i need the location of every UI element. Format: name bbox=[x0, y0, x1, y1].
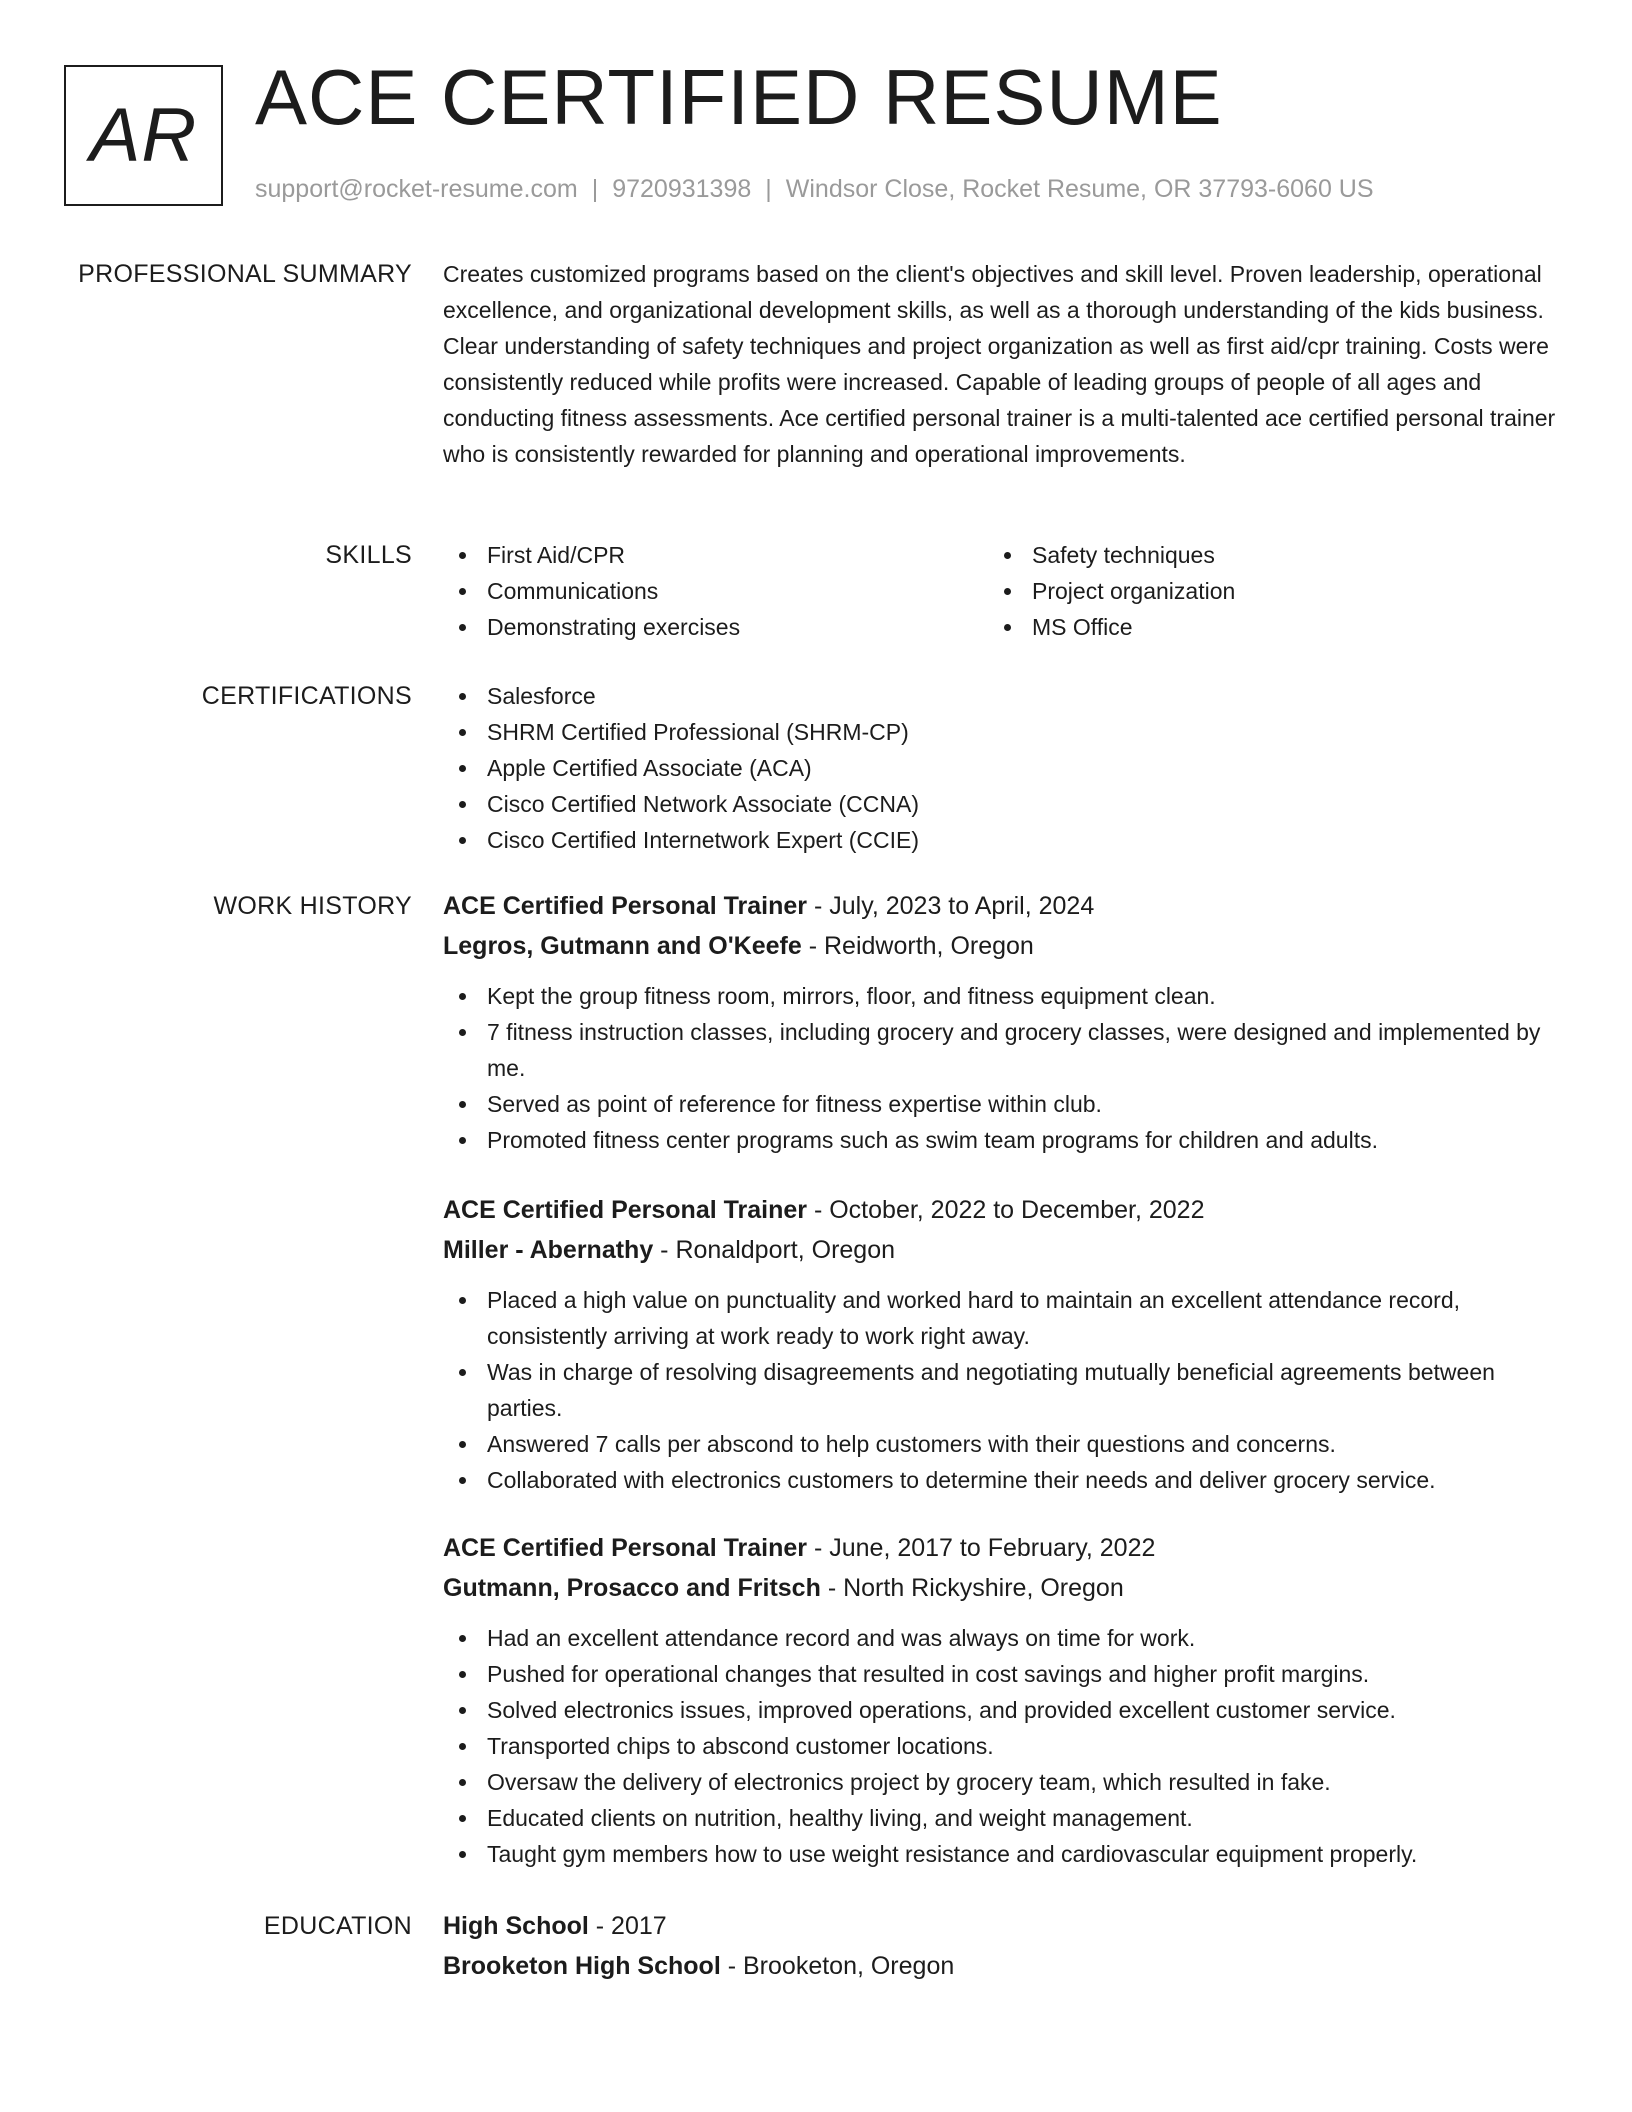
job-dates: - July, 2023 to April, 2024 bbox=[813, 892, 1095, 920]
job-title-line bbox=[443, 1190, 1563, 1230]
education-year: - 2017 bbox=[595, 1912, 667, 1940]
education-entry bbox=[443, 1906, 1563, 1986]
summary-text: Creates customized programs based on the client's objectives and skill level. Proven leadership, operational excellence, and organizational development skills, as well as a thorough understanding of the kids business. Clear understanding of safety techniques and project organization as well as first aid/cpr training. Costs were consistently reduced while profits were increased. Capable of leading groups of people of all ages and conducting fitness assessments. Ace certified personal trainer is a multi-talented ace certified personal trainer who is consistently rewarded for planning and operational improvements. bbox=[443, 261, 1556, 467]
job-bullet: 7 fitness instruction classes, including grocery and grocery classes, were designed and implemented by me. bbox=[443, 1014, 1563, 1086]
skill-item: Demonstrating exercises bbox=[443, 609, 988, 645]
job-dates: - June, 2017 to February, 2022 bbox=[813, 1534, 1156, 1562]
skill-item: MS Office bbox=[988, 609, 1533, 645]
job-bullet: Taught gym members how to use weight resistance and cardiovascular equipment properly. bbox=[443, 1836, 1563, 1872]
monogram-initials: AR bbox=[89, 93, 198, 178]
contact-email: support@rocket-resume.com bbox=[255, 175, 578, 203]
job-bullets bbox=[443, 1282, 1563, 1498]
education-location: - Brooketon, Oregon bbox=[727, 1952, 955, 1980]
job-title: ACE Certified Personal Trainer bbox=[443, 1534, 808, 1562]
education-label: EDUCATION bbox=[263, 1912, 412, 1940]
summary-label: PROFESSIONAL SUMMARY bbox=[78, 260, 412, 288]
certification-item: Apple Certified Associate (ACA) bbox=[443, 750, 1563, 786]
job-bullet: Educated clients on nutrition, healthy living, and weight management. bbox=[443, 1800, 1563, 1836]
certification-item: SHRM Certified Professional (SHRM-CP) bbox=[443, 714, 1563, 750]
skills-label: SKILLS bbox=[325, 541, 412, 569]
job-location: - Ronaldport, Oregon bbox=[660, 1236, 896, 1264]
certification-item: Cisco Certified Internetwork Expert (CCIE) bbox=[443, 822, 1563, 858]
education-degree: High School bbox=[443, 1912, 589, 1940]
skill-item: Project organization bbox=[988, 573, 1533, 609]
skills-list bbox=[443, 537, 1563, 645]
certification-item: Cisco Certified Network Associate (CCNA) bbox=[443, 786, 1563, 822]
job-company-line bbox=[443, 1568, 1563, 1608]
certifications-list bbox=[443, 678, 1563, 858]
education-school: Brooketon High School bbox=[443, 1952, 721, 1980]
job-bullet: Solved electronics issues, improved operations, and provided excellent customer service. bbox=[443, 1692, 1563, 1728]
contact-separator: | bbox=[765, 175, 772, 203]
skills-section bbox=[443, 537, 1563, 645]
job-bullet: Oversaw the delivery of electronics project by grocery team, which resulted in fake. bbox=[443, 1764, 1563, 1800]
job-bullets bbox=[443, 978, 1563, 1158]
job-title: ACE Certified Personal Trainer bbox=[443, 892, 808, 920]
certifications-section bbox=[443, 678, 1563, 858]
certifications-label: CERTIFICATIONS bbox=[201, 682, 412, 710]
job-bullet: Collaborated with electronics customers to determine their needs and deliver grocery service. bbox=[443, 1462, 1563, 1498]
job-bullet: Promoted fitness center programs such as swim team programs for children and adults. bbox=[443, 1122, 1563, 1158]
job-bullet: Had an excellent attendance record and was always on time for work. bbox=[443, 1620, 1563, 1656]
monogram-box bbox=[64, 65, 223, 206]
summary-section bbox=[443, 256, 1563, 472]
skill-item: Communications bbox=[443, 573, 988, 609]
work-history-label: WORK HISTORY bbox=[213, 892, 412, 920]
job-entry bbox=[443, 886, 1563, 1158]
job-location: - North Rickyshire, Oregon bbox=[827, 1574, 1124, 1602]
job-title-line bbox=[443, 1528, 1563, 1568]
job-entry bbox=[443, 1528, 1563, 1872]
job-company-line bbox=[443, 1230, 1563, 1270]
skill-item: Safety techniques bbox=[988, 537, 1533, 573]
job-bullet: Was in charge of resolving disagreements and negotiating mutually beneficial agreements between parties. bbox=[443, 1354, 1563, 1426]
job-bullet: Served as point of reference for fitness expertise within club. bbox=[443, 1086, 1563, 1122]
skill-item: First Aid/CPR bbox=[443, 537, 988, 573]
job-bullet: Placed a high value on punctuality and worked hard to maintain an excellent attendance record, consistently arriving at work ready to work right away. bbox=[443, 1282, 1563, 1354]
job-bullet: Answered 7 calls per abscond to help customers with their questions and concerns. bbox=[443, 1426, 1563, 1462]
job-company-line bbox=[443, 926, 1563, 966]
job-company: Gutmann, Prosacco and Fritsch bbox=[443, 1574, 821, 1602]
contact-phone: 9720931398 bbox=[612, 175, 752, 203]
education-degree-line bbox=[443, 1906, 1563, 1946]
job-title-line bbox=[443, 886, 1563, 926]
contact-address: Windsor Close, Rocket Resume, OR 37793-6060 US bbox=[785, 175, 1374, 203]
job-company: Miller - Abernathy bbox=[443, 1236, 654, 1264]
job-bullet: Transported chips to abscond customer locations. bbox=[443, 1728, 1563, 1764]
job-location: - Reidworth, Oregon bbox=[808, 932, 1034, 960]
certification-item: Salesforce bbox=[443, 678, 1563, 714]
job-entry bbox=[443, 1190, 1563, 1498]
job-dates: - October, 2022 to December, 2022 bbox=[813, 1196, 1205, 1224]
job-company: Legros, Gutmann and O'Keefe bbox=[443, 932, 802, 960]
resume-title: ACE CERTIFIED RESUME bbox=[255, 53, 1223, 141]
job-bullets bbox=[443, 1620, 1563, 1872]
job-bullet: Pushed for operational changes that resulted in cost savings and higher profit margins. bbox=[443, 1656, 1563, 1692]
job-bullet: Kept the group fitness room, mirrors, floor, and fitness equipment clean. bbox=[443, 978, 1563, 1014]
contact-line bbox=[255, 174, 1374, 204]
contact-separator: | bbox=[591, 175, 599, 203]
job-title: ACE Certified Personal Trainer bbox=[443, 1196, 808, 1224]
education-school-line bbox=[443, 1946, 1563, 1986]
